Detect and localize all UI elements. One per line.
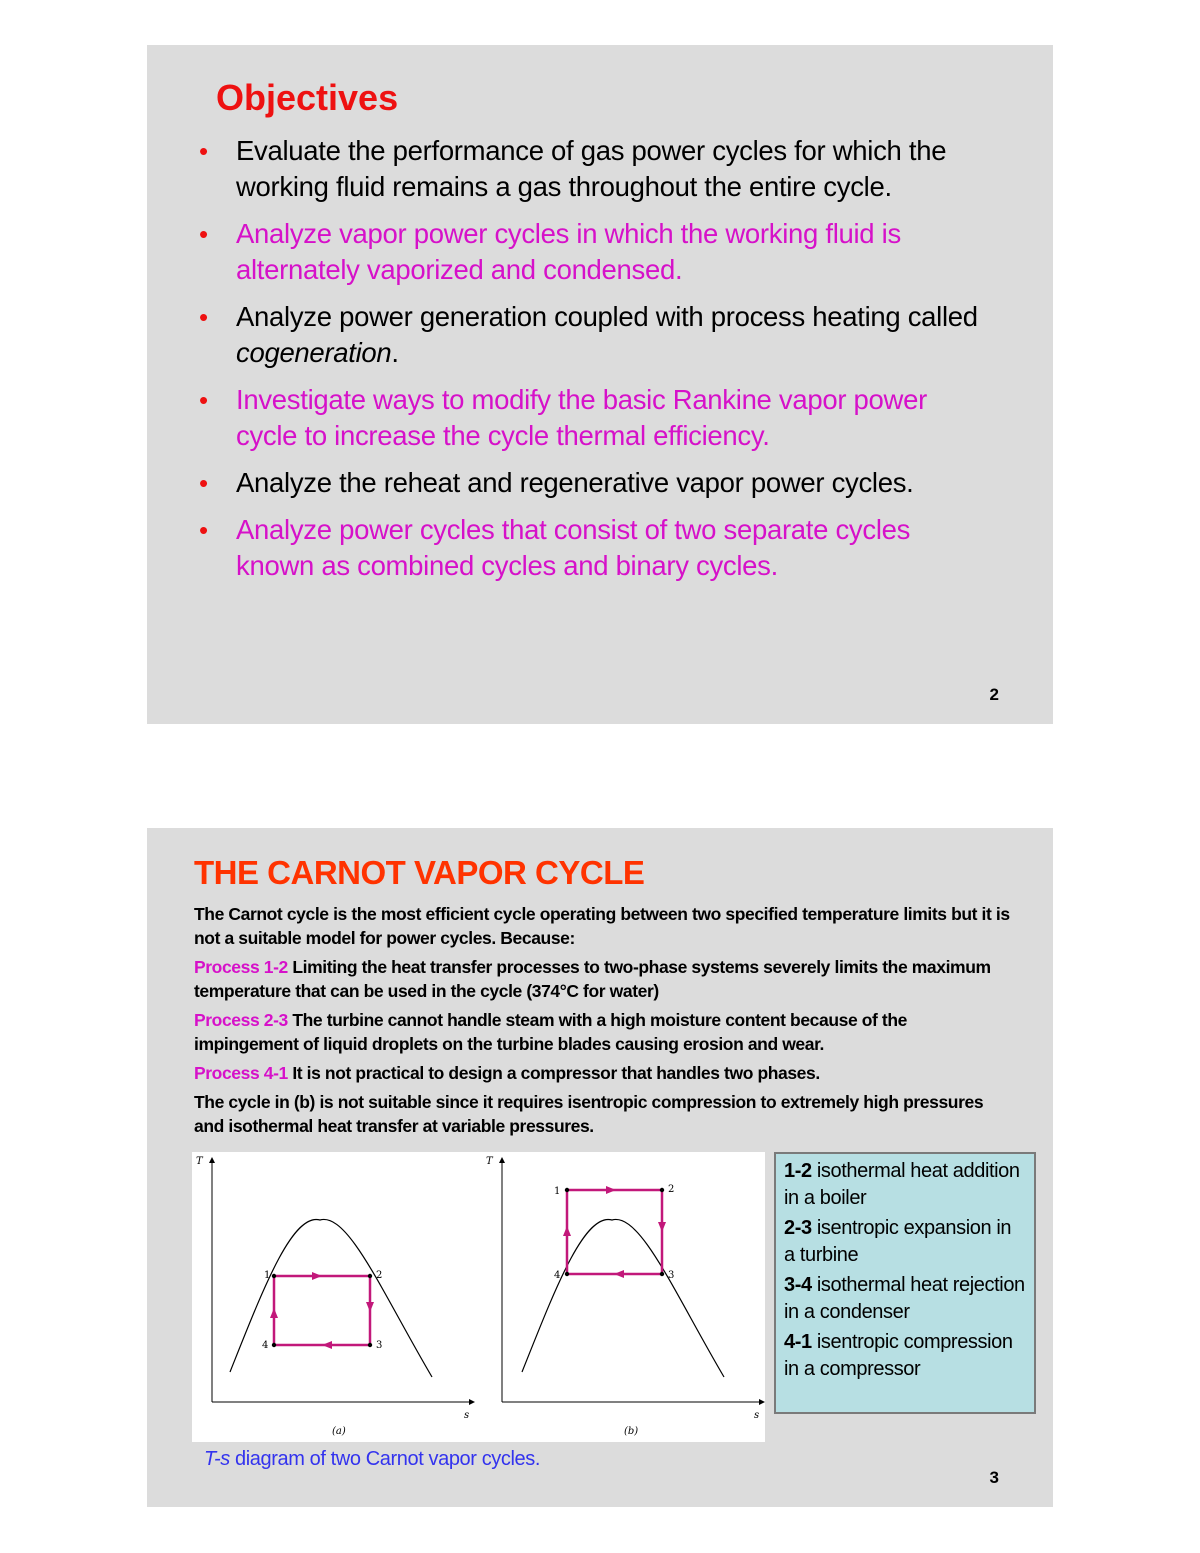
legend-step: 4-1 [784,1331,812,1353]
process-legend [774,1152,1036,1414]
objective-text-part: Analyze power generation coupled with process heating called [236,301,978,332]
process-text: It is not practical to design a compressor that handles two phases. [287,1063,820,1083]
state-point [272,1274,276,1278]
state-point [565,1188,569,1192]
arrow-icon [322,1341,332,1349]
legend-item [784,1215,1026,1269]
legend-item [784,1272,1026,1326]
s-axis-label: s [754,1410,760,1421]
objective-text-part: . [391,337,399,368]
bullet-icon: • [199,385,208,415]
ts-diagram-b [486,1156,762,1437]
saturation-dome [522,1219,724,1377]
arrow-icon [658,1222,666,1232]
process-label: Process 4-1 [194,1063,288,1083]
objective-text: Investigate ways to modify the basic Rankine vapor power cycle to increase the cycle thermal efficiency. [236,384,927,451]
state-label: 4 [262,1340,269,1351]
state-label: 1 [264,1270,271,1281]
s-axis-label: s [464,1410,470,1421]
legend-step: 3-4 [784,1274,812,1296]
slide-objectives [147,45,1053,724]
objective-text [236,301,978,368]
bullet-icon: • [199,136,208,166]
bullet-icon: • [199,515,208,545]
arrow-icon [312,1272,322,1280]
carnot-cycle-a [274,1276,370,1345]
ts-diagrams [192,1152,765,1442]
saturation-dome [230,1219,432,1377]
state-label: 3 [376,1340,383,1351]
bullet-icon: • [199,468,208,498]
legend-item [784,1329,1026,1383]
ts-diagram-svg [192,1152,765,1442]
page-number: 2 [989,685,999,704]
slide-carnot-vapor-cycle [147,828,1053,1507]
legend-step: 2-3 [784,1217,812,1239]
figure-caption [204,1448,540,1471]
arrow-icon [563,1226,571,1236]
arrow-icon [606,1186,616,1194]
intro-text: The Carnot cycle is the most efficient cycle operating between two specified temperature limits but it is not a suitable model for power cycles. Because: [194,904,1010,948]
arrow-icon [270,1308,278,1318]
arrow-icon [366,1302,374,1312]
bullet-icon: • [199,219,208,249]
objective-item [199,133,979,205]
process-text: The turbine cannot handle steam with a high moisture content because of the impingement of liquid droplets on the turbine blades causing erosion and wear. [194,1010,907,1054]
objective-text: Analyze power cycles that consist of two separate cycles known as combined cycles and binary cycles. [236,514,911,581]
process-paragraph [194,1008,1014,1056]
objective-item [199,512,979,584]
slide-title: Objectives [216,77,399,118]
objectives-list [199,133,979,595]
state-label: 2 [668,1184,675,1195]
legend-step: 1-2 [784,1160,812,1182]
state-point [368,1343,372,1347]
caption-italic: T-s [204,1448,230,1470]
ts-diagram-a [196,1156,472,1437]
legend-text: isothermal heat addition in a boiler [784,1160,1020,1209]
panel-label-a: (a) [332,1426,346,1437]
objective-text: Analyze vapor power cycles in which the working fluid is alternately vaporized and condensed. [236,218,901,285]
objective-item [199,465,979,501]
state-point [272,1343,276,1347]
t-axis-label: T [486,1156,493,1167]
state-point [660,1272,664,1276]
arrow-icon [614,1270,624,1278]
process-paragraph [194,955,1014,1003]
process-label: Process 2-3 [194,1010,288,1030]
state-label: 3 [668,1270,675,1281]
state-label: 4 [554,1270,561,1281]
state-point [368,1274,372,1278]
process-paragraph [194,1061,1014,1085]
page-number: 3 [989,1468,999,1487]
objective-text: Analyze the reheat and regenerative vapor power cycles. [236,467,914,498]
state-label: 1 [554,1186,561,1197]
legend-item [784,1158,1026,1212]
panel-label-b: (b) [624,1426,639,1437]
objective-item [199,299,979,371]
objective-text: Evaluate the performance of gas power cycles for which the working fluid remains a gas throughout the entire cycle. [236,135,947,202]
objective-text-italic: cogeneration [236,337,392,368]
state-point [660,1188,664,1192]
bullet-icon: • [199,302,208,332]
objective-item [199,216,979,288]
legend-text: isentropic compression in a compressor [784,1331,1013,1380]
process-label: Process 1-2 [194,957,288,977]
process-text: Limiting the heat transfer processes to two-phase systems severely limits the maximum temperature that can be used in the cycle (374°C for water) [194,957,991,1001]
slide-title: THE CARNOT VAPOR CYCLE [194,854,645,891]
slide-body [194,902,1014,1143]
t-axis-label: T [196,1156,203,1167]
caption-text: diagram of two Carnot vapor cycles. [229,1448,541,1470]
carnot-cycle-b [567,1190,662,1274]
state-label: 2 [376,1270,383,1281]
objective-item [199,382,979,454]
legend-text: isothermal heat rejection in a condenser [784,1274,1025,1323]
legend-text: isentropic expansion in a turbine [784,1217,1012,1266]
conclusion-text: The cycle in (b) is not suitable since it requires isentropic compression to extremely high pressures and isothermal heat transfer at variable pressures. [194,1092,984,1136]
state-point [565,1272,569,1276]
